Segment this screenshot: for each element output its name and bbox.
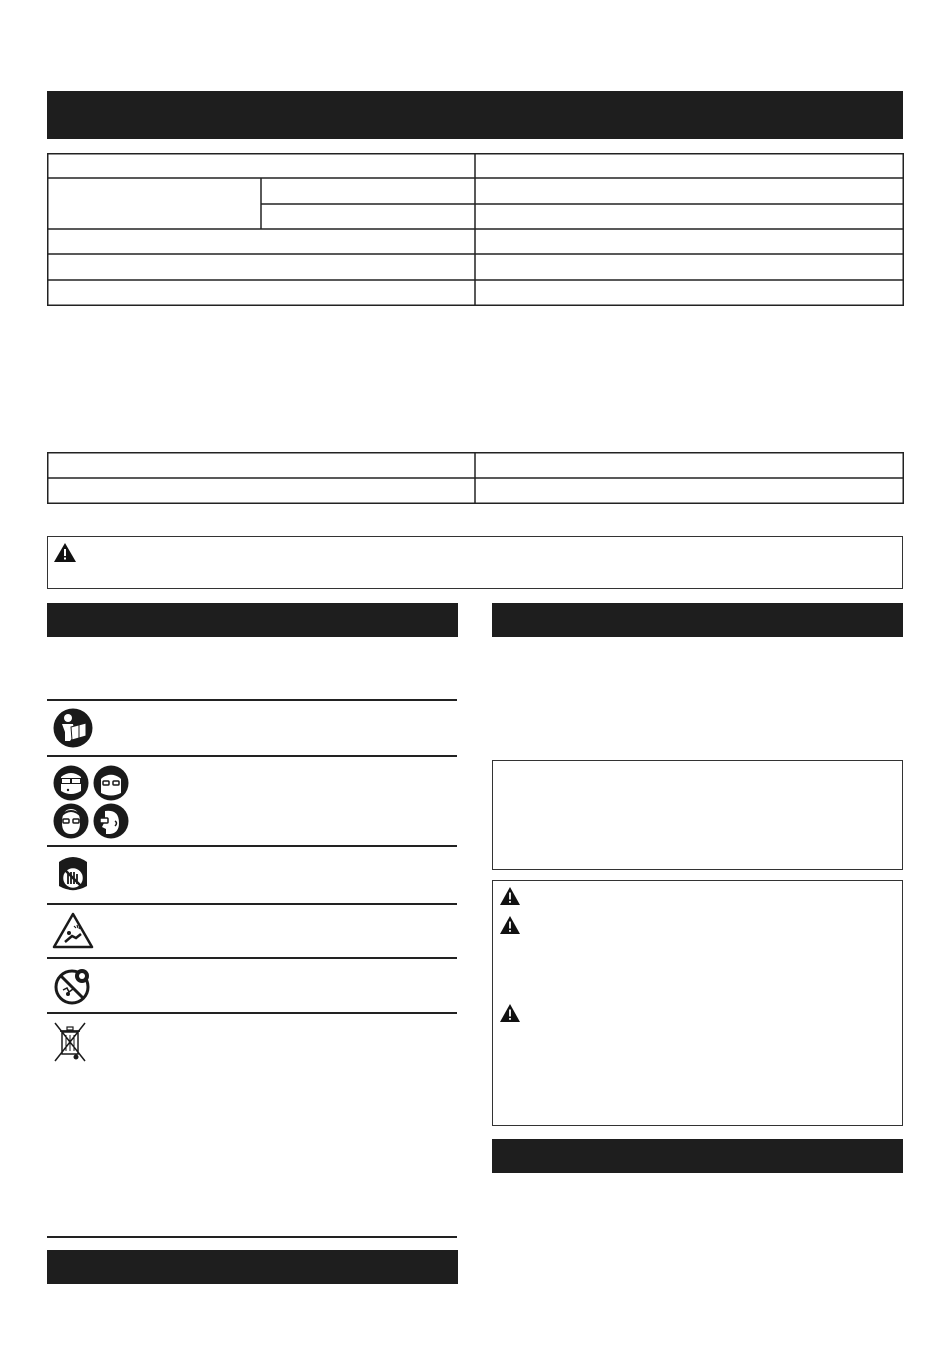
divider	[47, 1012, 457, 1014]
divider	[47, 845, 457, 847]
divider	[47, 699, 457, 701]
ear-protection-icon	[53, 803, 89, 839]
divider	[47, 903, 457, 905]
divider	[47, 1236, 457, 1238]
second-table-grid	[47, 452, 904, 504]
left-section-band	[47, 603, 458, 637]
note-box	[492, 760, 903, 870]
divider	[47, 957, 457, 959]
divider	[47, 755, 457, 757]
no-hand-near-blade-icon	[53, 966, 93, 1006]
warning-triangle-icon	[500, 1004, 520, 1022]
spec-table-grid	[47, 153, 904, 306]
falling-objects-warning-icon	[52, 912, 94, 949]
safety-goggles-icon	[53, 765, 89, 801]
warning-triangle-icon	[500, 887, 520, 905]
right-section-band	[492, 603, 903, 637]
warning-box	[47, 536, 903, 589]
read-manual-icon	[53, 708, 93, 748]
right-bottom-section-band	[492, 1139, 903, 1173]
spec-table	[47, 153, 904, 306]
crossed-out-bin-icon	[53, 1021, 87, 1063]
gloves-icon	[53, 852, 93, 894]
header-band	[47, 91, 903, 139]
warning-triangle-icon	[500, 916, 520, 934]
glasses-side-icon	[93, 803, 129, 839]
left-bottom-section-band	[47, 1250, 458, 1284]
warning-triangle-icon	[54, 543, 76, 562]
face-shield-icon	[93, 765, 129, 801]
second-table	[47, 452, 904, 504]
right-warning-box	[492, 880, 903, 1126]
